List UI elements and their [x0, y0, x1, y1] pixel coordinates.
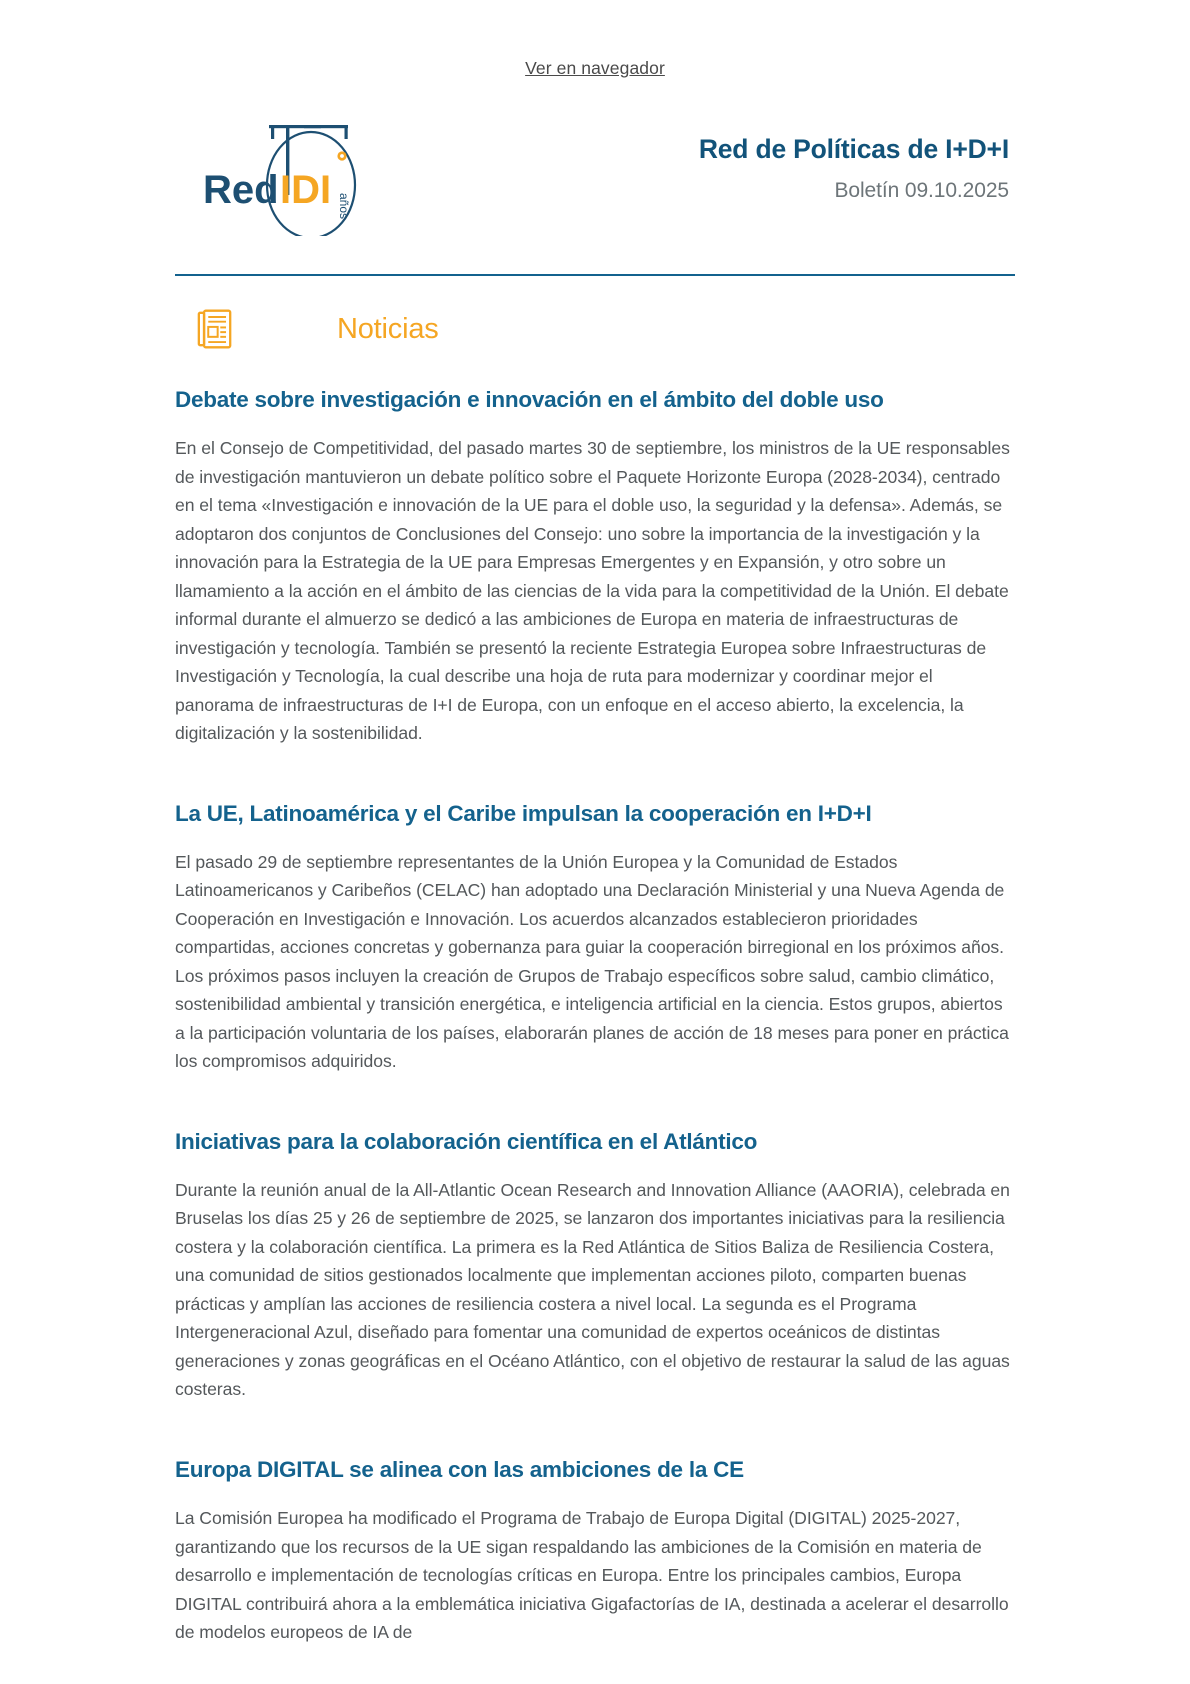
- article-title[interactable]: Iniciativas para la colaboración científica en el Atlántico: [175, 1128, 758, 1154]
- section-header-noticias: [175, 306, 1015, 352]
- article-body: En el Consejo de Competitividad, del pasado martes 30 de septiembre, los ministros de la UE responsables de investigación mantuvieron un debate político sobre el Paquete Horizonte Europa (2028-2034), centrado en el tema «Investigación e innovación de la UE para el doble uso, la seguridad y la defensa». Además, se adoptaron dos conjuntos de Conclusiones del Consejo: uno sobre la importancia de la investigación y la innovación para la Estrategia de la UE para Empresas Emergentes y en Expansión, y otro sobre un llamamiento a la acción en el ámbito de las ciencias de la vida para la competitividad de la Unión. El debate informal durante el almuerzo se dedicó a las ambiciones de Europa en materia de infraestructuras de investigación y tecnología. También se presentó la reciente Estrategia Europea sobre Infraestructuras de Investigación y Tecnología, la cual describe una hoja de ruta para modernizar y coordinar mejor el panorama de infraestructuras de I+I de Europa, con un enfoque en el acceso abierto, la excelencia, la digitalización y la sostenibilidad.: [175, 438, 1010, 744]
- svg-text:años: años: [337, 193, 351, 220]
- article-item: [175, 386, 1015, 748]
- article-title[interactable]: Europa DIGITAL se alinea con las ambiciones de la CE: [175, 1456, 744, 1482]
- article-spacer: [175, 1076, 1015, 1128]
- article-title[interactable]: La UE, Latinoamérica y el Caribe impulsan la cooperación en I+D+I: [175, 800, 872, 826]
- article-item: [175, 1128, 1015, 1404]
- article-body: Durante la reunión anual de la All-Atlantic Ocean Research and Innovation Alliance (AAORIA), celebrada en Bruselas los días 25 y 26 de septiembre de 2025, se lanzaron dos importantes iniciativas para la resiliencia costera y la colaboración científica. La primera es la Red Atlántica de Sitios Baliza de Resiliencia Costera, una comunidad de sitios gestionados localmente que implementan acciones piloto, comparten buenas prácticas y amplían las acciones de resiliencia costera a nivel local. La segunda es el Programa Intergeneracional Azul, diseñado para fomentar una comunidad de expertos oceánicos de distintas generaciones y zonas geográficas en el Océano Atlántico, con el objetivo de restaurar la salud de las aguas costeras.: [175, 1179, 1010, 1400]
- article-spacer: [175, 748, 1015, 800]
- articles-list: [175, 352, 1015, 1647]
- article-item: [175, 1456, 1015, 1647]
- article-title[interactable]: Debate sobre investigación e innovación en el ámbito del doble uso: [175, 387, 884, 412]
- article-body: La Comisión Europea ha modificado el Programa de Trabajo de Europa Digital (DIGITAL) 2025-2027, garantizando que los recursos de la UE sigan respaldando las ambiciones de la Comisión en materia de desarrollo e implementación de tecnologías críticas en Europa. Entre los principales cambios, Europa DIGITAL contribuirá ahora a la emblemática iniciativa Gigafactorías de IA, destinada a acelerar el desarrollo de modelos europeos de IA de: [175, 1508, 1009, 1642]
- svg-text:IDI: IDI: [280, 168, 332, 212]
- section-title: Noticias: [337, 312, 439, 345]
- redidi-logo-graphic: [183, 101, 393, 236]
- article-spacer: [175, 1404, 1015, 1456]
- bulletin-date: Boletín 09.10.2025: [834, 179, 1009, 202]
- svg-text:Red: Red: [203, 168, 279, 212]
- header-divider: [175, 274, 1015, 276]
- page-title: Red de Políticas de I+D+I: [698, 134, 1009, 164]
- newspaper-icon: [191, 306, 237, 352]
- newsletter-header: [175, 101, 1015, 236]
- view-in-browser-link[interactable]: Ver en navegador: [525, 58, 665, 78]
- article-body: El pasado 29 de septiembre representantes de la Unión Europea y la Comunidad de Estados Latinoamericanos y Caribeños (CELAC) han adoptado una Declaración Ministerial y una Nueva Agenda de Cooperación en Investigación e Innovación. Los acuerdos alcanzados establecieron prioridades compartidas, acciones concretas y gobernanza para guiar la cooperación birregional en los próximos años. Los próximos pasos incluyen la creación de Grupos de Trabajo específicos sobre salud, cambio climático, sostenibilidad ambiental y transición energética, e inteligencia artificial en la ciencia. Estos grupos, abiertos a la participación voluntaria de los países, elaborarán planes de acción de 18 meses para poner en práctica los compromisos adquiridos.: [175, 851, 1009, 1072]
- preheader: [0, 0, 1190, 79]
- redidi-logo[interactable]: [183, 101, 393, 236]
- article-item: [175, 800, 1015, 1076]
- header-titles: [393, 134, 1013, 203]
